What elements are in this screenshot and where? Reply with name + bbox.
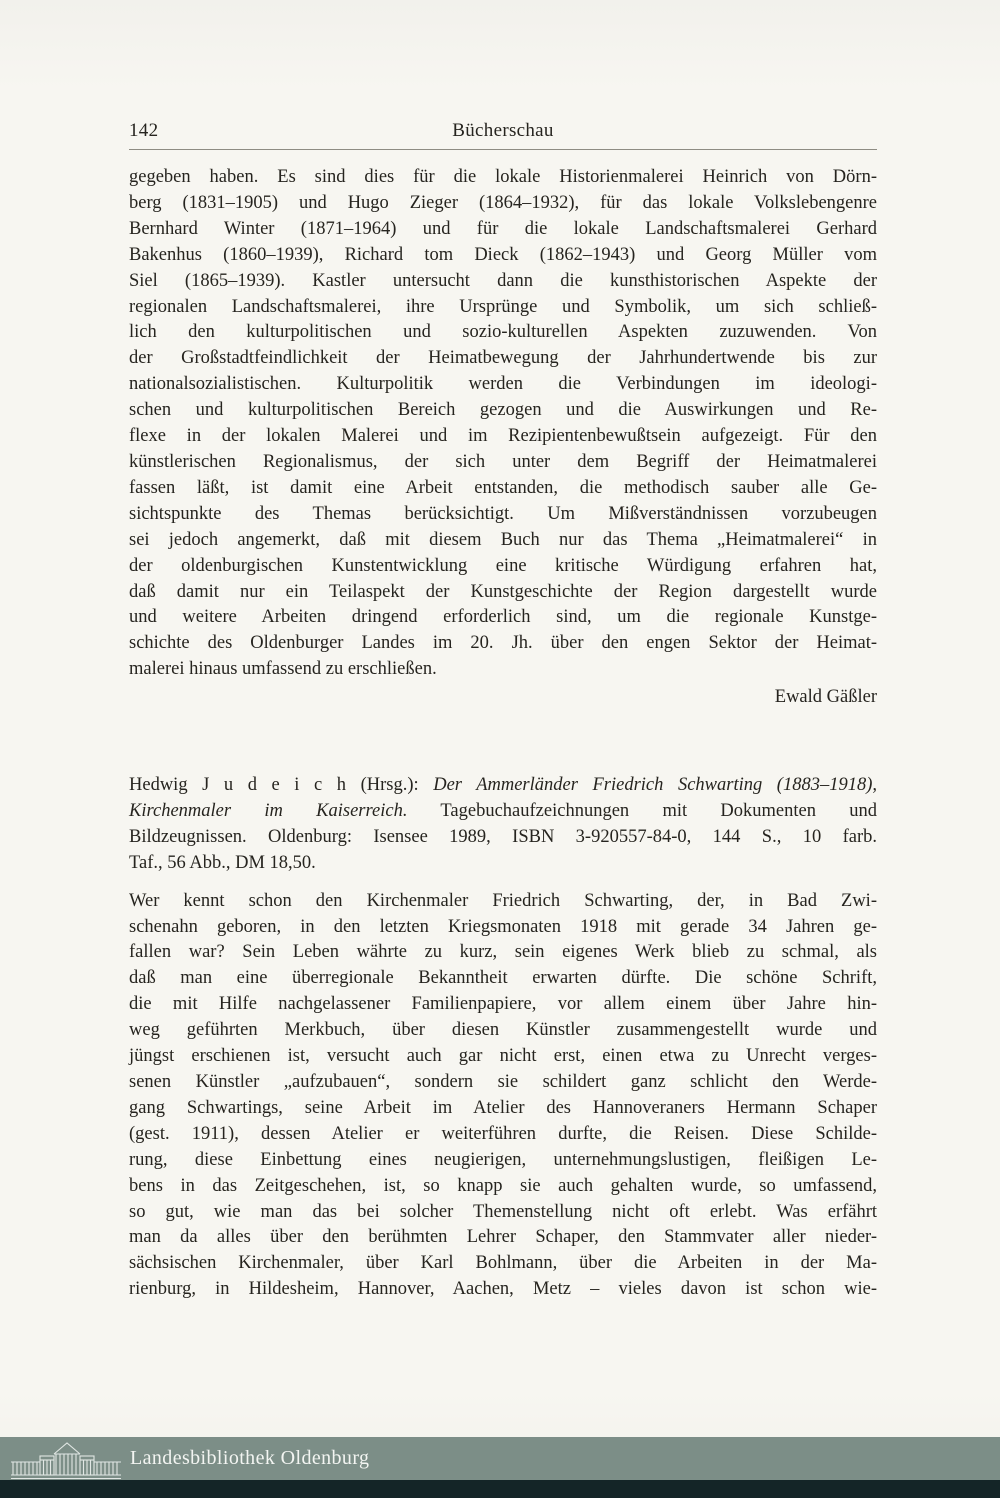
text-segment: berg (1831–1905) und Hugo Zieger (1864–1932), für das lokale Volkslebengenre bbox=[129, 192, 877, 213]
page-header bbox=[129, 120, 877, 142]
text-segment: Wer kennt schon den Kirchenmaler Friedrich Schwarting, der, in Bad Zwi- bbox=[129, 890, 877, 911]
text-line bbox=[129, 851, 877, 877]
review2-paragraph bbox=[129, 889, 877, 1304]
text-line bbox=[129, 966, 877, 992]
text-segment: gang Schwartings, seine Arbeit im Atelier des Hannoveraners Hermann Schaper bbox=[129, 1097, 877, 1118]
text-segment: Bildzeugnissen. Oldenburg: Isensee 1989, ISBN 3-920557-84-0, 144 S., 10 farb. bbox=[129, 826, 877, 847]
text-segment: sei jedoch angemerkt, daß mit diesem Buch nur das Thema „Heimatmalerei“ in bbox=[129, 529, 877, 550]
italic-text-segment: Der Ammerländer Friedrich Schwarting (1883–1918), bbox=[433, 775, 877, 796]
text-line bbox=[129, 773, 877, 799]
text-segment: Taf., 56 Abb., DM 18,50. bbox=[129, 852, 316, 873]
text-segment: und weitere Arbeiten dringend erforderlich sind, um die regionale Kunstge- bbox=[129, 607, 877, 628]
text-column bbox=[129, 120, 877, 1303]
text-line bbox=[129, 502, 877, 528]
text-line bbox=[129, 476, 877, 502]
text-line bbox=[129, 165, 877, 191]
text-segment: fallen war? Sein Leben währte zu kurz, sein eigenes Werk blieb zu schmal, als bbox=[129, 942, 877, 963]
text-line bbox=[129, 992, 877, 1018]
text-line bbox=[129, 1200, 877, 1226]
text-line bbox=[129, 295, 877, 321]
text-segment: nationalsozialistischen. Kulturpolitik werden die Verbindungen im ideologi- bbox=[129, 374, 877, 395]
text-line bbox=[129, 1174, 877, 1200]
text-line bbox=[129, 450, 877, 476]
text-segment: Hedwig J u d e i c h (Hrsg.): bbox=[129, 775, 434, 796]
text-segment: lich den kulturpolitischen und sozio-kulturellen Aspekten zuzuwenden. Von bbox=[129, 322, 877, 343]
text-line bbox=[129, 320, 877, 346]
header-rule bbox=[129, 149, 877, 150]
text-segment: schichte des Oldenburger Landes im 20. Jh. über den engen Sektor der Heimat- bbox=[129, 633, 877, 654]
text-segment: flexe in der lokalen Malerei und im Rezipientenbewußtsein aufgezeigt. Für den bbox=[129, 426, 877, 447]
text-line bbox=[129, 269, 877, 295]
text-line bbox=[129, 889, 877, 915]
text-line bbox=[129, 1096, 877, 1122]
text-segment: Bernhard Winter (1871–1964) und für die lokale Landschaftsmalerei Gerhard bbox=[129, 218, 877, 239]
text-segment: sichtspunkte des Themas berücksichtigt. Um Mißverständnissen vorzubeugen bbox=[129, 503, 877, 524]
text-segment: bens in das Zeitgeschehen, ist, so knapp sie auch gehalten wurde, so umfassend, bbox=[129, 1175, 877, 1196]
running-head-title: Bücherschau bbox=[452, 120, 554, 141]
text-line bbox=[129, 1018, 877, 1044]
text-segment: der oldenburgischen Kunstentwicklung eine kritische Würdigung erfahren hat, bbox=[129, 555, 877, 576]
page-number: 142 bbox=[129, 120, 159, 141]
text-line bbox=[129, 940, 877, 966]
text-line bbox=[129, 424, 877, 450]
text-segment: jüngst erschienen ist, versucht auch gar nicht erst, einen etwa zu Unrecht verges- bbox=[129, 1046, 877, 1067]
text-segment: rienburg, in Hildesheim, Hannover, Aachen, Metz – vieles davon ist schon wie- bbox=[129, 1279, 877, 1300]
text-line bbox=[129, 372, 877, 398]
review1-paragraph bbox=[129, 165, 877, 683]
text-segment: fassen läßt, ist damit eine Arbeit entstanden, die methodisch sauber alle Ge- bbox=[129, 477, 877, 498]
text-segment: künstlerischen Regionalismus, der sich unter dem Begriff der Heimatmalerei bbox=[129, 451, 877, 472]
review-article-1 bbox=[129, 165, 877, 711]
text-segment: schenahn geboren, in den letzten Kriegsmonaten 1918 mit gerade 34 Jahren ge- bbox=[129, 916, 877, 937]
text-segment: die mit Hilfe nachgelassener Familienpapiere, vor allem einem über Jahre hin- bbox=[129, 994, 877, 1015]
text-line bbox=[129, 605, 877, 631]
review1-signature: Ewald Gäßler bbox=[774, 687, 877, 708]
library-name-label: Landesbibliothek Oldenburg bbox=[130, 1447, 370, 1469]
text-segment: schen und kulturpolitischen Bereich gezogen und die Auswirkungen und Re- bbox=[129, 400, 877, 421]
text-line bbox=[129, 1070, 877, 1096]
library-footer-bar bbox=[0, 1437, 1000, 1480]
text-segment: der Großstadtfeindlichkeit der Heimatbewegung der Jahrhundertwende bis zur bbox=[129, 348, 877, 369]
text-line bbox=[129, 528, 877, 554]
text-segment: (gest. 1911), dessen Atelier er weiterführen durfte, die Reisen. Diese Schilde- bbox=[129, 1123, 877, 1144]
text-line bbox=[129, 191, 877, 217]
text-segment: senen Künstler „aufzubauen“, sondern sie schildert ganz schlicht den Werde- bbox=[129, 1072, 877, 1092]
library-footer bbox=[0, 1437, 1000, 1498]
text-segment: regionalen Landschaftsmalerei, ihre Ursprünge und Symbolik, um sich schließ- bbox=[129, 296, 877, 317]
text-segment: gegeben haben. Es sind dies für die lokale Historienmalerei Heinrich von Dörn- bbox=[129, 167, 877, 187]
text-line bbox=[129, 1044, 877, 1070]
review2-bibliography bbox=[129, 773, 877, 877]
text-line bbox=[129, 217, 877, 243]
text-segment: so gut, wie man das bei solcher Themenstellung nicht oft erlebt. Was erfährt bbox=[129, 1201, 877, 1222]
text-segment: weg geführten Merkbuch, über diesen Künstler zusammengestellt wurde und bbox=[129, 1020, 877, 1041]
italic-text-segment: Kirchenmaler im Kaiserreich. bbox=[129, 800, 408, 821]
text-line bbox=[129, 825, 877, 851]
text-segment: rung, diese Einbettung eines neugierigen, unternehmungslustigen, fleißigen Le- bbox=[129, 1149, 877, 1170]
text-line bbox=[129, 1277, 877, 1303]
text-segment: daß damit nur ein Teilaspekt der Kunstgeschichte der Region dargestellt wurde bbox=[129, 581, 877, 602]
review-article-2 bbox=[129, 773, 877, 1303]
text-line bbox=[129, 554, 877, 580]
text-segment: man da alles über den berühmten Lehrer Schaper, den Stammvater aller nieder- bbox=[129, 1227, 877, 1248]
text-line bbox=[129, 580, 877, 606]
text-segment: Bakenhus (1860–1939), Richard tom Dieck (1862–1943) und Georg Müller vom bbox=[129, 244, 877, 265]
text-segment: malerei hinaus umfassend zu erschließen. bbox=[129, 659, 437, 680]
text-line bbox=[129, 631, 877, 657]
text-segment: daß man eine überregionale Bekanntheit erwarten dürfte. Die schöne Schrift, bbox=[129, 968, 877, 989]
text-line bbox=[129, 799, 877, 825]
text-line bbox=[129, 657, 877, 683]
library-building-icon bbox=[10, 1438, 122, 1480]
text-line bbox=[129, 1122, 877, 1148]
text-line bbox=[129, 1251, 877, 1277]
text-line bbox=[129, 398, 877, 424]
text-segment: sächsischen Kirchenmaler, über Karl Bohlmann, über die Arbeiten in der Ma- bbox=[129, 1253, 877, 1274]
text-line bbox=[129, 1225, 877, 1251]
text-segment: Tagebuchaufzeichnungen mit Dokumenten und bbox=[407, 800, 877, 821]
text-line bbox=[129, 243, 877, 269]
text-segment: Siel (1865–1939). Kastler untersucht dann die kunsthistorischen Aspekte der bbox=[129, 270, 877, 291]
text-line bbox=[129, 346, 877, 372]
text-line bbox=[129, 1148, 877, 1174]
footer-strip bbox=[0, 1480, 1000, 1498]
text-line bbox=[129, 915, 877, 941]
